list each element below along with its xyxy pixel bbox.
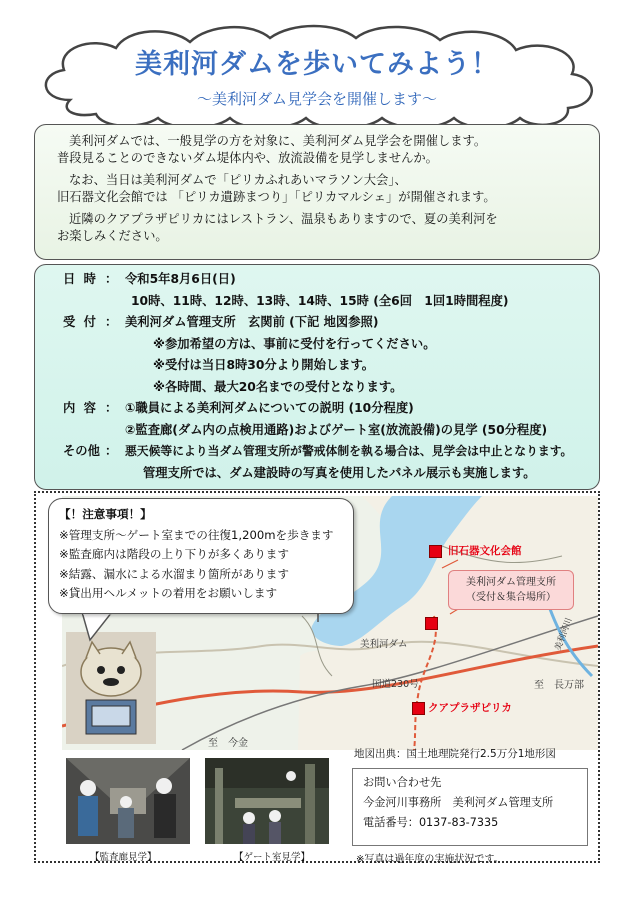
other-row-2: [63, 463, 589, 485]
content-row: [63, 398, 589, 420]
intro-text-3a: 近隣のクアプラザピリカにはレストラン、温泉もありますので、夏の美利河を: [69, 212, 498, 226]
mascot-character-icon: [66, 632, 156, 744]
other-value-2: 管理支所では、ダム建設時の写真を使用したパネル展示も実施します。: [143, 465, 536, 480]
gallery-photo-image: [66, 758, 190, 844]
intro-text-2b: 旧石器文化会館では 「ピリカ遺跡まつり」「ピリカマルシェ」が開催されます。: [57, 190, 496, 204]
gallery-caption: 【監査廊見学】: [90, 852, 157, 863]
reception-row: [63, 312, 589, 334]
gate-room-caption: 【ゲート室見学】: [234, 852, 311, 863]
reception-note-3-text: ※各時間、最大20名までの受付となります。: [153, 379, 403, 394]
content-label: 内 容: [63, 401, 98, 415]
other-colon: ：: [105, 444, 118, 458]
map-label-river: 美利河川: [553, 616, 575, 653]
office-callout: [448, 570, 574, 610]
other-row: [63, 441, 589, 463]
date-row: [63, 269, 589, 291]
notice-item: ※監査廊内は階段の上り下りが多くあります: [59, 547, 289, 561]
intro-text-2a: なお、当日は美利河ダムで「ピリカふれあいマラソン大会」、: [69, 173, 407, 187]
intro-text-1b: 普段見ることのできないダム堤体内や、放流設備を見学しませんか。: [57, 151, 438, 165]
map-label-road: 国道230号: [372, 679, 419, 690]
content-row-2: [63, 420, 589, 442]
reception-value: 美利河ダム管理支所 玄関前 (下記 地図参照): [125, 315, 379, 329]
office-callout-line1: 美利河ダム管理支所: [466, 577, 556, 588]
reception-note-2-text: ※受付は当日8時30分より開始します。: [153, 358, 375, 372]
reception-note-2: [63, 355, 589, 377]
notice-item: ※結露、漏水による水溜まり箇所があります: [59, 566, 289, 581]
notice-item: ※貸出用ヘルメットの着用をお願いします: [59, 586, 278, 600]
page-subtitle: ～美利河ダム見学会を開催します～: [196, 90, 437, 108]
spa-label: クアプラザピリカ: [428, 702, 512, 714]
gate-room-photo: [205, 758, 329, 844]
photo-footnote: ※写真は過年度の実施状況です。: [356, 854, 504, 865]
map-label-to-oshamanbe: 至 長万部: [534, 680, 584, 691]
notice-title: 【！注意事項！】: [59, 507, 152, 521]
contact-title: お問い合わせ先: [363, 776, 442, 789]
times-value: 10時、11時、12時、13時、14時、15時 (全6回 1回1時間程度): [131, 293, 509, 308]
date-label: 日 時: [63, 272, 98, 286]
reception-note-1-text: ※参加希望の方は、事前に受付を行ってください。: [153, 336, 436, 351]
map-source-credit: 地図出典：国土地理院発行2.5万分1地形図: [354, 748, 556, 760]
contact-office: 今金河川事務所 美利河ダム管理支所: [363, 796, 554, 809]
reception-colon: ：: [105, 315, 118, 329]
map-label-dam: 美利河ダム: [360, 639, 408, 650]
contact-phone: 電話番号：0137-83-7335: [363, 816, 499, 829]
reception-note-1: [63, 334, 589, 356]
times-row: [63, 291, 589, 313]
museum-marker-icon: [429, 545, 442, 558]
event-details-panel: [34, 264, 600, 490]
intro-text-3b: お楽しみください。: [57, 229, 168, 243]
reception-note-3: [63, 377, 589, 399]
intro-panel: [34, 124, 600, 260]
content-colon: ：: [105, 401, 118, 415]
contact-box: [352, 768, 588, 846]
content-value-2: ②監査廊(ダム内の点検用通路)およびゲート室(放流設備)の見学 (50分程度): [125, 422, 548, 437]
spa-marker-icon: [412, 702, 425, 715]
office-callout-line2: （受付＆集合場所）: [466, 592, 556, 603]
date-value: 令和5年8月6日(日): [125, 272, 236, 286]
gate-room-photo-image: [205, 758, 329, 844]
page-title: 美利河ダムを歩いてみよう！: [135, 49, 499, 80]
notice-bubble: [48, 498, 354, 614]
date-colon: ：: [105, 272, 118, 286]
reception-label: 受 付: [63, 315, 98, 329]
office-marker-icon: [425, 617, 438, 630]
intro-text-1a: 美利河ダムでは、一般見学の方を対象に、美利河ダム見学会を開催します。: [69, 134, 487, 148]
map-label-to-imakane: 至 今金: [208, 738, 248, 749]
museum-label: 旧石器文化会館: [448, 545, 522, 557]
speech-bubble-tail: [78, 612, 118, 642]
gallery-photo: [66, 758, 190, 844]
other-value-1: 悪天候等により当ダム管理支所が警戒体制を執る場合は、見学会は中止となります。: [125, 444, 573, 458]
other-label: その他: [63, 444, 100, 458]
notice-item: ※管理支所～ゲート室までの往復1,200mを歩きます: [59, 527, 334, 542]
content-value-1: ①職員による美利河ダムについての説明 (10分程度): [125, 401, 414, 415]
